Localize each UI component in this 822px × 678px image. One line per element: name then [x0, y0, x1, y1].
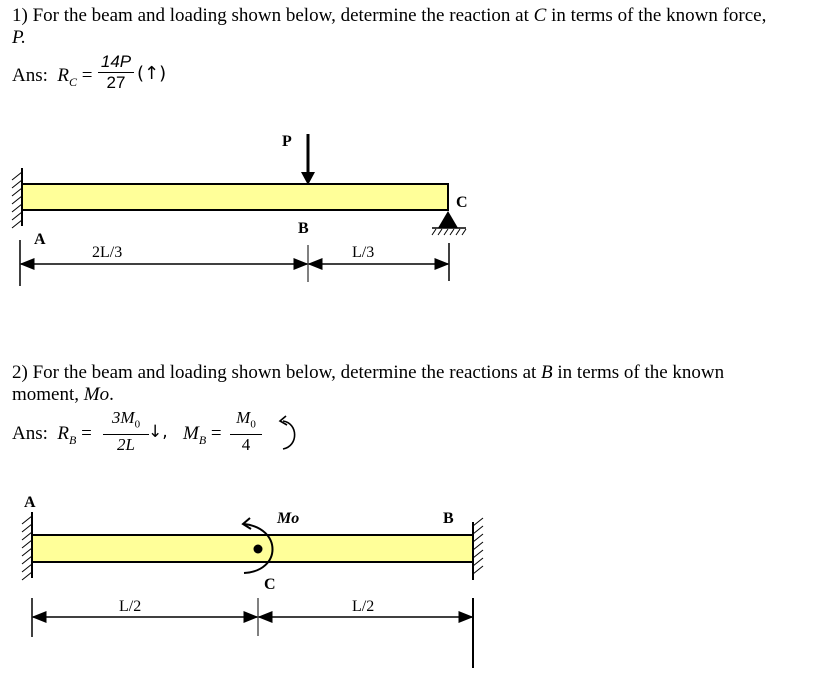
problem1-var-c: C [533, 5, 547, 26]
mb-var: M [183, 423, 199, 444]
rb-direction: ↓, [148, 422, 168, 442]
problem1-text-b: in terms of the known force, [546, 5, 767, 26]
answer-var: R [57, 65, 70, 86]
rb-num-sub: 0 [134, 418, 141, 431]
fraction-denominator: 27 [106, 73, 126, 92]
beam1-diagram [12, 134, 466, 286]
problem1-direction: (↑) [137, 63, 167, 84]
beam2-dim-left: L/2 [119, 598, 142, 615]
beam2-diagram [22, 512, 483, 668]
beam2-wall-b-hatch-icon [473, 518, 483, 574]
problem1-statement-line2: P. [12, 27, 26, 48]
moment-ccw-icon [283, 421, 295, 449]
answer-sub: C [69, 74, 78, 89]
answer-eq: = [81, 65, 93, 86]
problem2-var-mo: Mo [83, 384, 110, 405]
rb-num-text: 3M [111, 408, 135, 427]
answer2-label: Ans: [12, 423, 48, 444]
beam1-ground-hatch-icon [432, 229, 466, 235]
problem2-text-b: in terms of the known [552, 362, 725, 383]
beam2-label-c: C [264, 576, 276, 593]
answer-label: Ans: [12, 65, 48, 86]
rb-var: R [57, 423, 70, 444]
beam1-wall-hatch-icon [12, 172, 22, 228]
moment-point-c [254, 545, 263, 554]
problem2-text-d: . [109, 384, 114, 405]
problem2-text-c: moment, [12, 384, 84, 405]
beam1 [22, 184, 448, 210]
beam1-dim-right: L/3 [352, 244, 375, 261]
mb-sub: B [198, 432, 207, 447]
mb-denominator: 4 [241, 435, 251, 455]
mb-num-sub: 0 [250, 418, 256, 431]
beam1-label-p: P [282, 133, 292, 150]
beam1-label-a: A [34, 231, 46, 248]
beam1-dim-left: 2L/3 [92, 244, 123, 261]
beam2-label-b: B [443, 510, 454, 527]
beam2-dim-right: L/2 [352, 598, 375, 615]
rb-denominator: 2L [117, 435, 135, 455]
rb-sub: B [69, 432, 77, 447]
beam2-label-mo: Mo [277, 510, 300, 527]
beam1-label-b: B [298, 220, 309, 237]
beam2 [32, 535, 473, 562]
mb-num-text: M [236, 408, 251, 427]
beam2-wall-a-hatch-icon [22, 516, 32, 580]
beam1-pin-support-icon [438, 211, 458, 228]
beam1-label-c: C [456, 194, 468, 211]
problem1-text-a: 1) For the beam and loading shown below, determine the reaction at [12, 5, 534, 26]
rb-eq: = [81, 423, 92, 444]
problem2-var-b: B [541, 362, 553, 383]
beam2-label-a: A [24, 494, 36, 511]
problem2-text-a: 2) For the beam and loading shown below, determine the reactions at [12, 362, 542, 383]
fraction-numerator: 14P [98, 52, 134, 73]
mb-eq: = [210, 423, 222, 444]
